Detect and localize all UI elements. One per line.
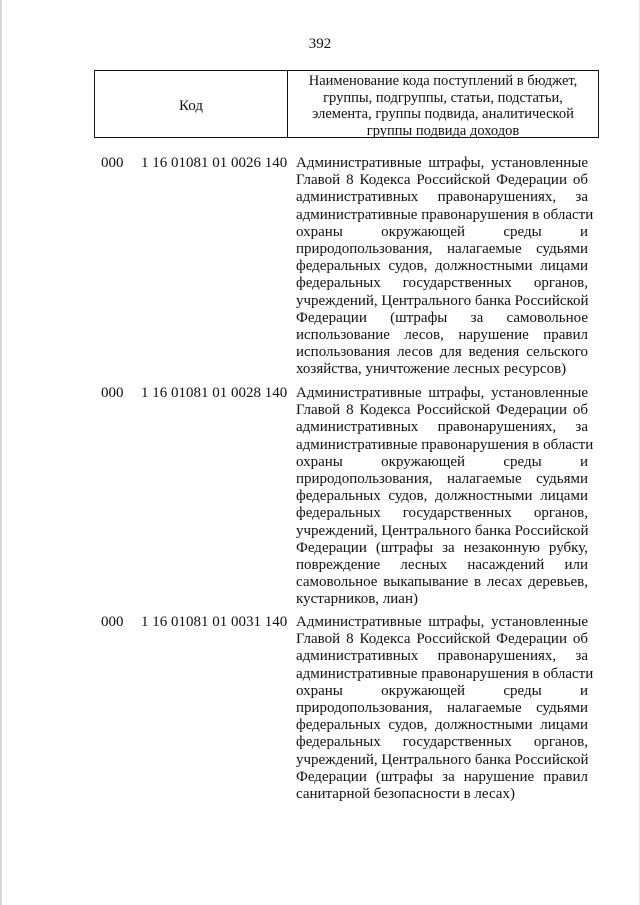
description-line: административных правонарушениях, за xyxy=(296,419,588,436)
header-name-line: Наименование кода поступлений в бюджет, xyxy=(308,73,578,89)
description-line: природопользования, налагаемые судьями xyxy=(296,700,588,717)
header-name-line: группы, подгруппы, статьи, подстатьи, xyxy=(323,89,563,106)
revenue-description xyxy=(296,155,594,379)
header-name-line: элемента, группы подвида, аналитической xyxy=(312,106,574,122)
header-name-cell xyxy=(288,71,598,137)
table-header xyxy=(94,70,599,138)
revenue-code: 1 16 01081 01 0026 140 xyxy=(141,155,288,171)
description-line: кустарников, лиан) xyxy=(296,591,418,608)
description-line: природопользования, налагаемые судьями xyxy=(296,471,588,488)
description-line: санитарной безопасности в лесах) xyxy=(296,786,515,803)
description-line: использование лесов, нарушение правил xyxy=(296,327,588,344)
description-line: административных правонарушениях, за xyxy=(296,189,588,206)
page-number: 392 xyxy=(308,36,332,52)
description-line: учреждений, Центрального банка Российской xyxy=(296,292,589,309)
description-line: федеральных судов, должностными лицами xyxy=(296,717,588,734)
scan-edge-left xyxy=(0,0,2,905)
description-line: Федерации (штрафы за самовольное xyxy=(296,309,588,326)
header-name-line: группы подвида доходов xyxy=(366,122,520,139)
description-line: Федерации (штрафы за незаконную рубку, xyxy=(296,539,588,556)
description-line: учреждений, Центрального банка Российской xyxy=(296,522,589,539)
description-line: Главой 8 Кодекса Российской Федерации об xyxy=(296,402,588,419)
description-line: использования лесов для ведения сельского xyxy=(296,344,588,361)
description-line: административные правонарушения в области xyxy=(296,206,594,223)
revenue-description xyxy=(296,614,594,803)
description-line: охраны окружающей среды и xyxy=(296,223,588,240)
description-line: самовольное выкапывание в лесах деревьев, xyxy=(296,574,588,591)
description-line: учреждений, Центрального банка Российской xyxy=(296,751,589,768)
admin-code: 000 xyxy=(101,155,124,171)
description-line: природопользования, налагаемые судьями xyxy=(296,241,588,258)
description-line: федеральных судов, должностными лицами xyxy=(296,488,588,505)
description-line: федеральных государственных органов, xyxy=(296,505,588,522)
description-line: Административные штрафы, установленные xyxy=(296,385,588,401)
admin-code: 000 xyxy=(101,385,124,401)
admin-code: 000 xyxy=(101,614,124,630)
description-line: Главой 8 Кодекса Российской Федерации об xyxy=(296,631,588,648)
revenue-code: 1 16 01081 01 0031 140 xyxy=(141,614,288,630)
description-line: Главой 8 Кодекса Российской Федерации об xyxy=(296,172,588,189)
description-line: федеральных государственных органов, xyxy=(296,275,588,292)
revenue-code: 1 16 01081 01 0028 140 xyxy=(141,385,288,401)
description-line: хозяйства, уничтожение лесных ресурсов) xyxy=(296,361,567,378)
description-line: Административные штрафы, установленные xyxy=(296,155,588,171)
description-line: охраны окружающей среды и xyxy=(296,682,588,699)
description-line: федеральных судов, должностными лицами xyxy=(296,258,588,275)
header-code-cell: Код xyxy=(95,71,288,137)
revenue-description xyxy=(296,385,594,609)
description-line: Федерации (штрафы за нарушение правил xyxy=(296,768,588,785)
description-line: административные правонарушения в области xyxy=(296,665,594,682)
description-line: федеральных государственных органов, xyxy=(296,734,588,751)
description-line: административных правонарушениях, за xyxy=(296,648,588,665)
description-line: охраны окружающей среды и xyxy=(296,453,588,470)
description-line: административные правонарушения в области xyxy=(296,436,594,453)
description-line: Административные штрафы, установленные xyxy=(296,614,588,630)
description-line: повреждение лесных насаждений или xyxy=(296,557,588,574)
